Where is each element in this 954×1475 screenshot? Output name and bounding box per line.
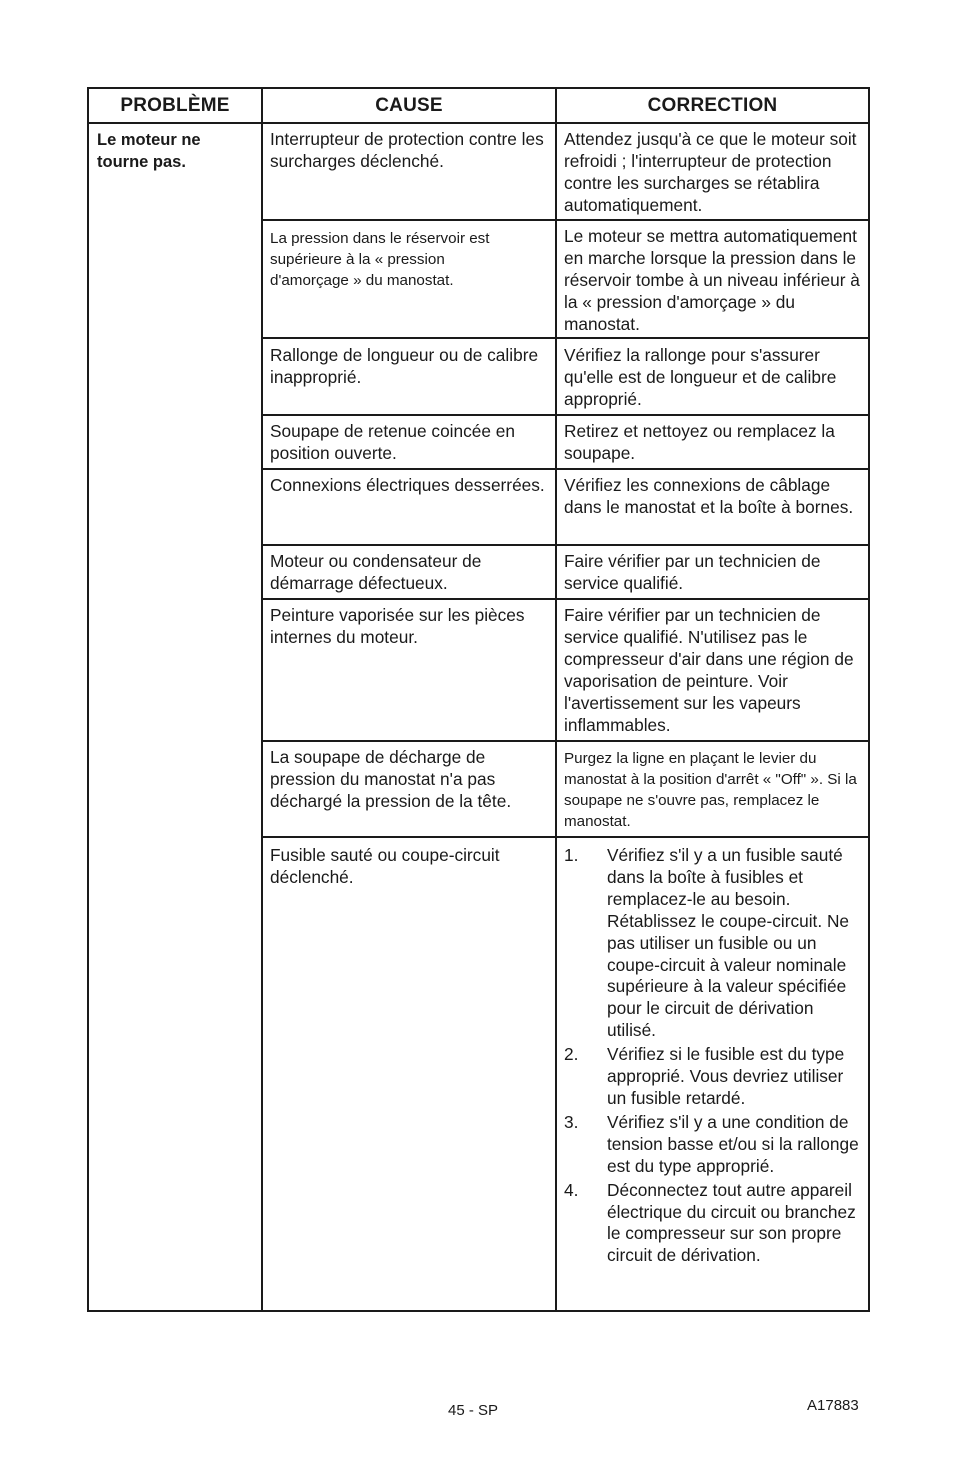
cause-text: Connexions électriques desserrées. — [270, 475, 545, 495]
correction-text: Retirez et nettoyez ou remplacez la soupape. — [564, 421, 835, 463]
correction-text: Faire vérifier par un technicien de service qualifié. N'utilisez pas le compresseur d'air dans une région de vaporisation de peinture. Voir l'avertissement sur les vapeurs inflammables. — [564, 605, 854, 735]
list-item — [564, 845, 860, 1042]
list-item — [564, 1112, 860, 1178]
row-divider — [261, 414, 868, 416]
column-divider — [261, 89, 263, 1310]
document-code: A17883 — [807, 1397, 859, 1414]
correction-text: Vérifiez la rallonge pour s'assurer qu'elle est de longueur et de calibre approprié. — [564, 345, 837, 409]
list-number: 3. — [564, 1111, 579, 1132]
correction-text: Vérifiez les connexions de câblage dans le manostat et la boîte à bornes. — [564, 475, 854, 517]
list-item — [564, 1180, 860, 1268]
column-divider — [555, 89, 557, 1310]
list-number: 1. — [564, 845, 579, 865]
correction-list — [564, 845, 860, 1267]
cause-text: Moteur ou condensateur de démarrage défectueux. — [270, 551, 482, 593]
header-cause: CAUSE — [375, 95, 443, 116]
cause-text: Peinture vaporisée sur les pièces internes du moteur. — [270, 605, 525, 647]
row-divider — [261, 219, 868, 221]
list-item-text: Déconnectez tout autre appareil électrique du circuit ou branchez le compresseur sur son propre circuit de dérivation. — [607, 1179, 856, 1266]
cause-text: Interrupteur de protection contre les surcharges déclenché. — [270, 129, 544, 171]
list-item-text: Vérifiez s'il y a un fusible sauté dans la boîte à fusibles et remplacez-le au besoin. Rétablissez le coupe-circuit. Ne pas utiliser un fusible ou un coupe-circuit à valeur nominale supérieure à la valeur spécifiée pour le circuit de dérivation utilisé. — [607, 845, 850, 1041]
cause-text: Soupape de retenue coincée en position ouverte. — [270, 421, 516, 463]
header-correction: CORRECTION — [647, 95, 778, 116]
page-number: 45 - SP — [448, 1402, 499, 1419]
cause-text: La pression dans le réservoir est supérieure à la « pression d'amorçage » du manostat. — [270, 230, 490, 290]
list-item — [564, 1044, 860, 1110]
row-divider — [261, 836, 868, 838]
troubleshooting-table — [87, 87, 870, 1312]
list-item-text: Vérifiez si le fusible est du type approprié. Vous devriez utiliser un fusible retardé. — [607, 1044, 845, 1108]
cause-text: Rallonge de longueur ou de calibre inapproprié. — [270, 345, 539, 387]
correction-text: Purgez la ligne en plaçant le levier du manostat à la position d'arrêt « "Off" ». Si la soupape ne s'ouvre pas, remplacez le manostat. — [564, 750, 857, 831]
header-divider — [89, 122, 868, 124]
list-item-text: Vérifiez s'il y a une condition de tension basse et/ou si la rallonge est du type approprié. — [607, 1111, 859, 1176]
row-divider — [261, 468, 868, 470]
cause-text: Fusible sauté ou coupe-circuit déclenché. — [270, 845, 500, 887]
correction-text: Faire vérifier par un technicien de service qualifié. — [564, 551, 821, 593]
list-number: 4. — [564, 1179, 579, 1200]
row-divider — [261, 598, 868, 600]
correction-text: Le moteur se mettra automatiquement en marche lorsque la pression dans le réservoir tombe à un niveau inférieur à la « pression d'amorçage » du manostat. — [564, 226, 860, 334]
cause-text: La soupape de décharge de pression du manostat n'a pas déchargé la pression de la tête. — [270, 747, 512, 811]
header-probleme: PROBLÈME — [120, 95, 230, 116]
correction-text: Attendez jusqu'à ce que le moteur soit refroidi ; l'interrupteur de protection contre les surcharges se rétablira automatiquement. — [564, 129, 857, 215]
row-divider — [261, 740, 868, 742]
problem-text: Le moteur ne tourne pas. — [97, 131, 201, 171]
row-divider — [261, 544, 868, 546]
list-number: 2. — [564, 1044, 579, 1065]
row-divider — [261, 337, 868, 339]
